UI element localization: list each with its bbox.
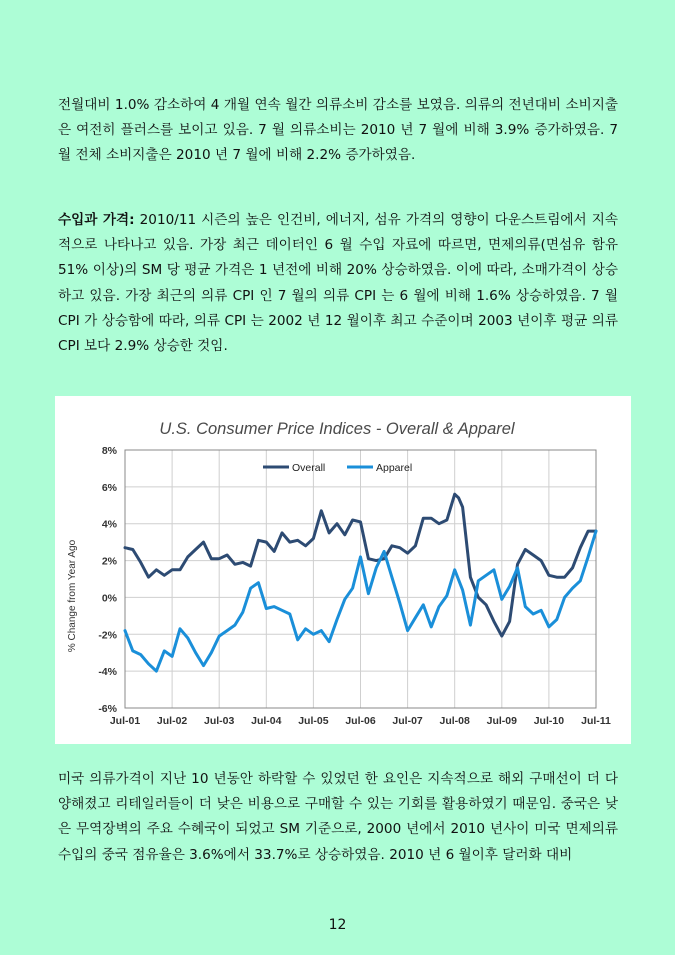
page-number: 12 bbox=[328, 917, 347, 933]
chart-gridlines bbox=[125, 450, 596, 708]
y-tick-label: 8% bbox=[101, 445, 117, 457]
chart-legend bbox=[263, 462, 412, 474]
cpi-chart bbox=[55, 396, 631, 744]
chart-title: U.S. Consumer Price Indices - Overall & Apparel bbox=[159, 420, 515, 438]
y-tick-label: -4% bbox=[98, 666, 117, 679]
legend-label-overall: Overall bbox=[292, 462, 326, 474]
x-tick-label: Jul-04 bbox=[251, 715, 282, 727]
cpi-chart-svg bbox=[55, 396, 631, 744]
x-tick-label: Jul-09 bbox=[486, 715, 517, 727]
paragraph-imports-prices-body: 2010/11 시즌의 높은 인건비, 에너지, 섬유 가격의 영향이 다운스트림에서 지속적으로 나타나고 있음. 가장 최근 데이터인 6 월 수입 자료에 따르면, 면제의류(면섬유 함유 51% 이상)의 SM 당 평균 가격은 1 년전에 비해 20% 상승하였음. 이에 따라, 소매가격이 상승하고 있음. 가장 최근의 의류 CPI 인 7 월의 의류 CPI 는 6 월에 비해 1.6% 상승하였음. 7 월 CPI 가 상승함에 따라, 의류 CPI 는 2002 년 12 월이후 최고 수준이며 2003 년이후 평균 의류 CPI 보다 2.9% 상승한 것임. bbox=[58, 212, 618, 355]
x-tick-label: Jul-06 bbox=[345, 715, 376, 727]
x-tick-label: Jul-11 bbox=[581, 715, 611, 727]
x-tick-label: Jul-05 bbox=[298, 715, 329, 727]
x-tick-label: Jul-01 bbox=[109, 715, 141, 727]
y-tick-label: -2% bbox=[98, 629, 117, 642]
paragraph-sourcing: 미국 의류가격이 지난 10 년동안 하락할 수 있었던 한 요인은 지속적으로 해외 구매선이 더 다양해졌고 리테일러들이 더 낮은 비용으로 구매할 수 있는 기회를 활용하였기 때문임. 중국은 낮은 무역장벽의 주요 수혜국이 되었고 SM 기준으로, 2000 년에서 2010 년사이 미국 면제의류 수입의 중국 점유율은 3.6%에서 33.7%로 상승하였음. 2010 년 6 월이후 달러화 대비 bbox=[58, 771, 618, 863]
chart-y-axis-label: % Change from Year Ago bbox=[67, 539, 78, 653]
legend-label-apparel: Apparel bbox=[376, 462, 413, 474]
y-tick-label: 6% bbox=[101, 481, 117, 494]
paragraph-imports-prices bbox=[58, 208, 618, 359]
y-tick-label: 4% bbox=[101, 518, 117, 531]
x-tick-label: Jul-07 bbox=[392, 715, 423, 727]
y-tick-label: -6% bbox=[98, 703, 117, 715]
x-tick-label: Jul-08 bbox=[439, 715, 470, 727]
x-tick-label: Jul-03 bbox=[204, 715, 235, 727]
x-tick-label: Jul-02 bbox=[156, 715, 188, 727]
section-lead-imports-prices: 수입과 가격: bbox=[58, 212, 135, 228]
x-tick-label: Jul-10 bbox=[533, 715, 565, 727]
paragraph-apparel-spending: 전월대비 1.0% 감소하여 4 개월 연속 월간 의류소비 감소를 보였음. 의류의 전년대비 소비지출은 여전히 플러스를 보이고 있음. 7 월 의류소비는 2010 년 7 월에 비해 3.9% 증가하였음. 7 월 전체 소비지출은 2010 년 7 월에 비해 2.2% 증가하였음. bbox=[58, 97, 618, 164]
y-tick-label: 0% bbox=[101, 592, 117, 605]
y-tick-label: 2% bbox=[101, 555, 117, 568]
